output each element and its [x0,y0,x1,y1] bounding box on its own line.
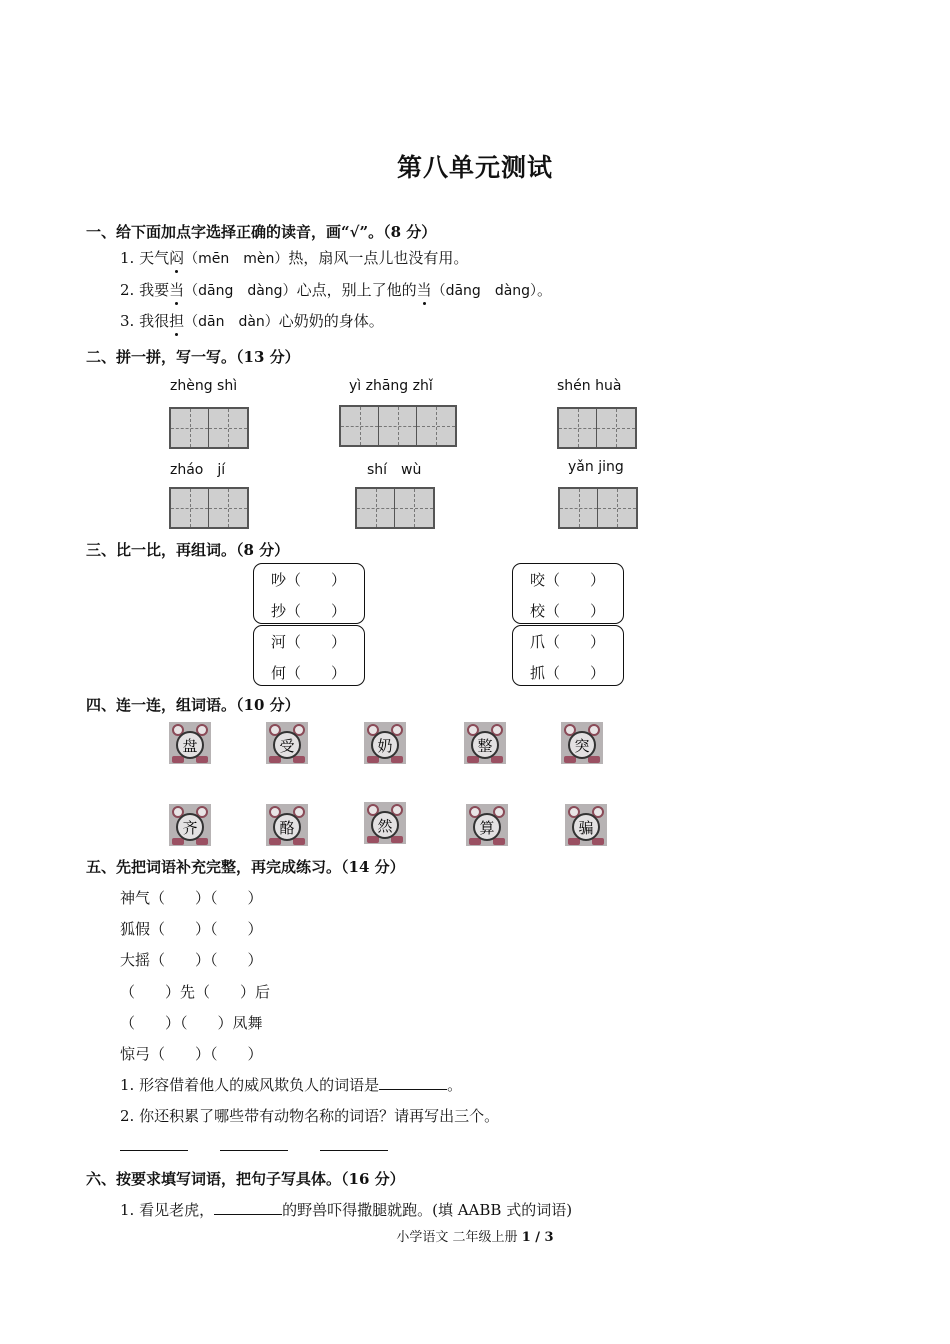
q1-pinyin-options[interactable]: （mēn mèn） [184,251,289,267]
s1-question-3 [120,310,384,331]
writing-grid-1[interactable] [169,407,249,449]
answer-blank-2[interactable] [220,1150,288,1151]
frog-card-bottom-4[interactable] [466,804,508,846]
frog-char: 整 [471,731,499,759]
q2-pinyin-options-1[interactable]: （dāng dàng） [184,283,297,299]
answer-blank-3[interactable] [320,1150,388,1151]
section-4-heading: 四、连一连，组词语。（10 分） [86,696,300,714]
frog-char: 骗 [572,813,600,841]
writing-grid-2[interactable] [339,405,457,447]
pinyin-label-6: yǎn jing [568,459,624,475]
s5-q1-text: 1. 形容借着他人的威风欺负人的词语是 [120,1076,380,1094]
section-6-heading: 六、按要求填写词语，把句子写具体。（16 分） [86,1170,405,1188]
q2-post: 。 [537,281,553,299]
frog-char: 然 [371,811,399,839]
frog-char: 齐 [176,813,204,841]
q1-dotted-char: 闷 [169,249,185,267]
q1-pre: 1. 天气 [120,249,170,267]
frog-card-bottom-1[interactable] [169,804,211,846]
q3-pre: 3. 我很 [120,312,170,330]
q2-pinyin-options-2[interactable]: （dāng dàng） [431,283,538,299]
section-2-heading: 二、拼一拼，写一写。（13 分） [86,348,300,366]
compare-box-2 [512,563,624,624]
compare-item[interactable]: 抄（ ） [271,602,347,620]
compare-item[interactable]: 抓（ ） [530,664,606,682]
q1-post: 热，扇风一点儿也没有用。 [288,249,469,267]
frog-char: 酪 [273,813,301,841]
idiom-line-4[interactable]: （ ）先（ ）后 [120,983,271,1001]
frog-char: 盘 [176,731,204,759]
s6-q1-text: 1. 看见老虎， [120,1201,215,1219]
q3-post: 心奶奶的身体。 [278,312,384,330]
answer-blank-1[interactable] [120,1150,188,1151]
idiom-line-2[interactable]: 狐假（ ）（ ） [120,920,263,938]
s6-question-1 [120,1199,572,1220]
compare-item[interactable]: 吵（ ） [271,571,347,589]
frog-card-top-2[interactable] [266,722,308,764]
page-footer [0,1226,950,1245]
pinyin-label-5: shí wù [367,462,422,478]
frog-char: 突 [568,731,596,759]
q2-pre: 2. 我要 [120,281,170,299]
pinyin-label-1: zhèng shì [170,378,238,394]
s1-question-1 [120,247,468,268]
compare-box-1 [253,563,365,624]
pinyin-label-2: yì zhāng zhǐ [349,378,433,394]
compare-item[interactable]: 何（ ） [271,664,347,682]
page-title: 第八单元测试 [396,153,553,182]
frog-card-bottom-5[interactable] [565,804,607,846]
q2-mid: 心点，别上了他的 [296,281,417,299]
frog-char: 算 [473,813,501,841]
compare-box-4 [512,625,624,686]
answer-blank[interactable] [214,1214,282,1215]
compare-item[interactable]: 校（ ） [530,602,606,620]
s5-question-2: 2. 你还积累了哪些带有动物名称的词语？请再写出三个。 [120,1107,500,1125]
footer-subject: 小学语文 二年级上册 [396,1230,522,1245]
compare-item[interactable]: 河（ ） [271,633,347,651]
q2-dotted-char-2: 当 [416,281,432,299]
pinyin-label-3: shén huà [557,378,622,394]
page-number: 1 / 3 [521,1230,554,1245]
writing-grid-5[interactable] [355,487,435,529]
section-5-heading: 五、先把词语补充完整，再完成练习。（14 分） [86,858,405,876]
frog-char: 奶 [371,731,399,759]
compare-box-3 [253,625,365,686]
frog-card-bottom-2[interactable] [266,804,308,846]
idiom-line-3[interactable]: 大摇（ ）（ ） [120,951,263,969]
compare-item[interactable]: 爪（ ） [530,633,606,651]
frog-card-top-1[interactable] [169,722,211,764]
q3-dotted-char: 担 [169,312,185,330]
frog-card-bottom-3[interactable] [364,802,406,844]
pinyin-label-4: zháo jí [170,462,226,478]
section-3-heading: 三、比一比，再组词。（8 分） [86,541,290,559]
frog-card-top-4[interactable] [464,722,506,764]
answer-blank[interactable] [379,1089,447,1090]
frog-card-top-5[interactable] [561,722,603,764]
s5-question-1 [120,1074,462,1095]
writing-grid-3[interactable] [557,407,637,449]
section-1-heading: 一、给下面加点字选择正确的读音，画“√”。（8 分） [86,223,437,241]
idiom-line-5[interactable]: （ ）（ ）凤舞 [120,1014,263,1032]
s1-question-2 [120,279,552,300]
s6-q1-end: 的野兽吓得撒腿就跑。(填 AABB 式的词语) [282,1201,573,1219]
frog-card-top-3[interactable] [364,722,406,764]
frog-char: 受 [273,731,301,759]
idiom-line-1[interactable]: 神气（ ）（ ） [120,889,263,907]
writing-grid-6[interactable] [558,487,638,529]
s5-q1-end: 。 [447,1076,463,1094]
idiom-line-6[interactable]: 惊弓（ ）（ ） [120,1045,263,1063]
q3-pinyin-options[interactable]: （dān dàn） [184,314,279,330]
writing-grid-4[interactable] [169,487,249,529]
q2-dotted-char-1: 当 [169,281,185,299]
compare-item[interactable]: 咬（ ） [530,571,606,589]
